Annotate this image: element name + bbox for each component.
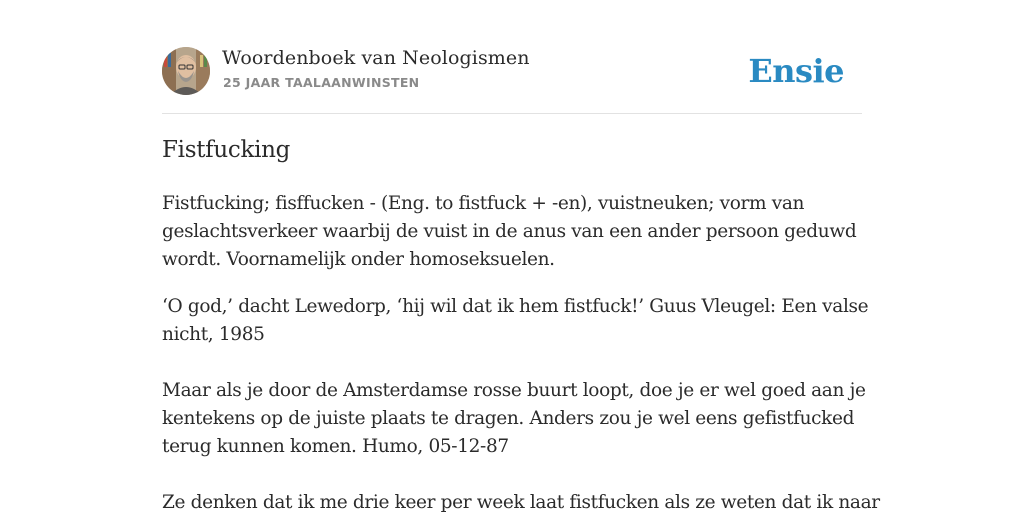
definition-line: Fistfucking; fisffucken - (Eng. to fistfuck + -en), vuistneuken; vorm van bbox=[162, 193, 805, 214]
source-name[interactable]: Woordenboek van Neologismen bbox=[222, 47, 530, 69]
definition-line: wordt. Voornamelijk onder homoseksuelen. bbox=[162, 249, 555, 270]
definition-line: geslachtsverkeer waarbij de vuist in de anus van een ander persoon geduwd bbox=[162, 221, 857, 242]
source-header bbox=[162, 47, 862, 95]
entry-body bbox=[162, 190, 880, 517]
definition bbox=[162, 190, 862, 274]
quote-line: nicht, 1985 bbox=[162, 324, 265, 345]
quote-line: Ze denken dat ik me drie keer per week laat fistfucken als ze weten dat ik naar bbox=[162, 492, 880, 513]
quotes bbox=[162, 293, 880, 517]
quote-line: ‘O god,’ dacht Lewedorp, ‘hij wil dat ik hem fistfuck!’ Guus Vleugel: Een valse bbox=[162, 296, 869, 317]
avatar[interactable] bbox=[162, 47, 210, 95]
quote-line: terug kunnen komen. Humo, 05-12-87 bbox=[162, 436, 509, 457]
header-divider bbox=[162, 113, 862, 114]
quote-gap bbox=[162, 461, 862, 489]
brand-logo[interactable]: Ensie bbox=[748, 52, 844, 90]
quote-line: kentekens op de juiste plaats te dragen. Anders zou je wel eens gefistfucked bbox=[162, 408, 855, 429]
quote-line: Maar als je door de Amsterdamse rosse buurt loopt, doe je er wel goed aan je bbox=[162, 380, 866, 401]
quote-gap bbox=[162, 349, 862, 377]
author-portrait-icon bbox=[162, 47, 210, 95]
source-subtitle: 25 JAAR TAALAANWINSTEN bbox=[223, 75, 420, 90]
entry-title: Fistfucking bbox=[162, 137, 291, 163]
